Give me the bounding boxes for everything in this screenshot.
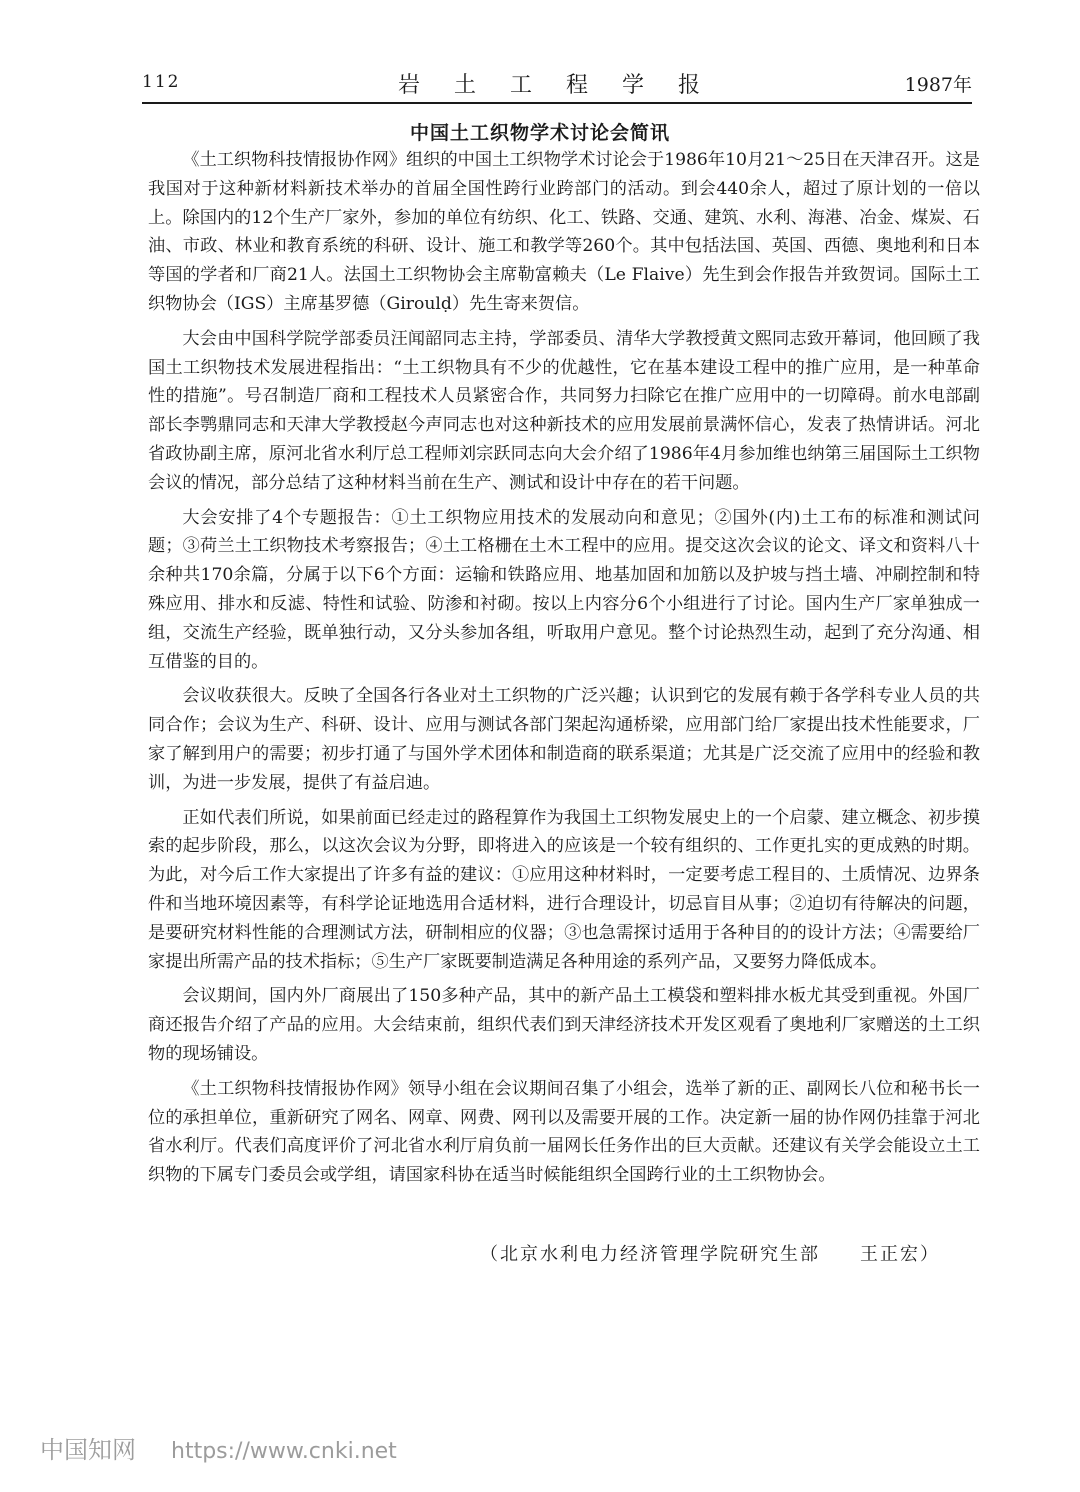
article-body (148, 146, 980, 1196)
paragraph: 《土工织物科技情报协作网》组织的中国土工织物学术讨论会于1986年10月21～25日在天津召开。这是我国对于这种新材料新技术举办的首届全国性跨行业跨部门的活动。到会440余人，超过了原计划的一倍以上。除国内的12个生产厂家外，参加的单位有纺织、化工、铁路、交通、建筑、水利、海港、冶金、煤炭、石油、市政、林业和教育系统的科研、设计、施工和教学等260个。其中包括法国、英国、西德、奥地利和日本等国的学者和厂商21人。法国土工织物协会主席勒富赖夫（Le Flaive）先生到会作报告并致贺词。国际土工织物协会（IGS）主席基罗德（Giroulḍ）先生寄来贺信。 (148, 150, 980, 314)
paragraph: 会议期间，国内外厂商展出了150多种产品，其中的新产品土工模袋和塑料排水板尤其受到重视。外国厂商还报告介绍了产品的应用。大会结束前，组织代表们到天津经济技术开发区观看了奥地利厂家赠送的土工织物的现场铺设。 (148, 986, 980, 1064)
paragraph: 正如代表们所说，如果前面已经走过的路程算作为我国土工织物发展史上的一个启蒙、建立概念、初步摸索的起步阶段，那么，以这次会议为分野，即将进入的应该是一个较有组织的、工作更扎实的更成熟的时期。为此，对今后工作大家提出了许多有益的建议：①应用这种材料时，一定要考虑工程目的、土质情况、边界条件和当地环境因素等，有科学论证地选用合适材料，进行合理设计，切忌盲目从事；②迫切有待解决的问题，是要研究材料性能的合理测试方法，研制相应的仪器；③也急需探讨适用于各种目的的设计方法；④需要给厂家提出所需产品的技术指标；⑤生产厂家既要制造满足各种用途的系列产品，又要努力降低成本。 (148, 807, 980, 972)
header-rule (142, 102, 972, 104)
publication-year: 1987年 (904, 74, 972, 96)
paragraph: 大会由中国科学院学部委员汪闻韶同志主持，学部委员、清华大学教授黄文熙同志致开幕词，他回顾了我国土工织物技术发展进程指出：“土工织物具有不少的优越性，它在基本建设工程中的推广应用，是一种革命性的措施”。号召制造厂商和工程技术人员紧密合作，共同努力扫除它在推广应用中的一切障碍。前水电部副部长李鹗鼎同志和天津大学教授赵今声同志也对这种新技术的应用发展前景满怀信心，发表了热情讲话。河北省政协副主席，原河北省水利厅总工程师刘宗跃同志向大会介绍了1986年4月参加维也纳第三届国际土工织物会议的情况，部分总结了这种材料当前在生产、测试和设计中存在的若干问题。 (148, 328, 980, 493)
paragraph: 大会安排了4个专题报告：①土工织物应用技术的发展动向和意见；②国外(内)土工布的标准和测试问题；③荷兰土工织物技术考察报告；④土工格栅在土木工程中的应用。提交这次会议的论文、译文和资料八十余种共170余篇，分属于以下6个方面：运输和铁路应用、地基加固和加筋以及护坡与挡土墙、冲刷控制和特殊应用、排水和反滤、特性和试验、防渗和衬砌。按以上内容分6个小组进行了讨论。国内生产厂家单独成一组，交流生产经验，既单独行动，又分头参加各组，听取用户意见。整个讨论热烈生动，起到了充分沟通、相互借鉴的目的。 (148, 507, 980, 672)
author-signature: （北京水利电力经济管理学院研究生部 王正宏） (480, 1244, 940, 1265)
page-number: 112 (142, 72, 181, 92)
watermark-brand: 中国知网 (40, 1436, 136, 1464)
journal-title: 岩土工程学报 (398, 73, 735, 98)
paragraph: 《土工织物科技情报协作网》领导小组在会议期间召集了小组会，选举了新的正、副网长八位和秘书长一位的承担单位，重新研究了网名、网章、网费、网刊以及需要开展的工作。决定新一届的协作网仍挂靠于河北省水利厅。代表们高度评价了河北省水利厅肩负前一届网长任务作出的巨大贡献。还建议有关学会能设立土工织物的下属专门委员会或学组，请国家科协在适当时候能组织全国跨行业的土工织物协会。 (148, 1078, 980, 1186)
paragraph: 会议收获很大。反映了全国各行各业对土工织物的广泛兴趣；认识到它的发展有赖于各学科专业人员的共同合作；会议为生产、科研、设计、应用与测试各部门架起沟通桥梁，应用部门给厂家提出技术性能要求，厂家了解到用户的需要；初步打通了与国外学术团体和制造商的联系渠道；尤其是广泛交流了应用中的经验和教训，为进一步发展，提供了有益启迪。 (148, 686, 980, 793)
watermark (40, 1430, 397, 1465)
article-title: 中国土工织物学术讨论会简讯 (409, 122, 670, 144)
watermark-url: https://www.cnki.net (171, 1439, 397, 1464)
running-header (142, 68, 972, 102)
